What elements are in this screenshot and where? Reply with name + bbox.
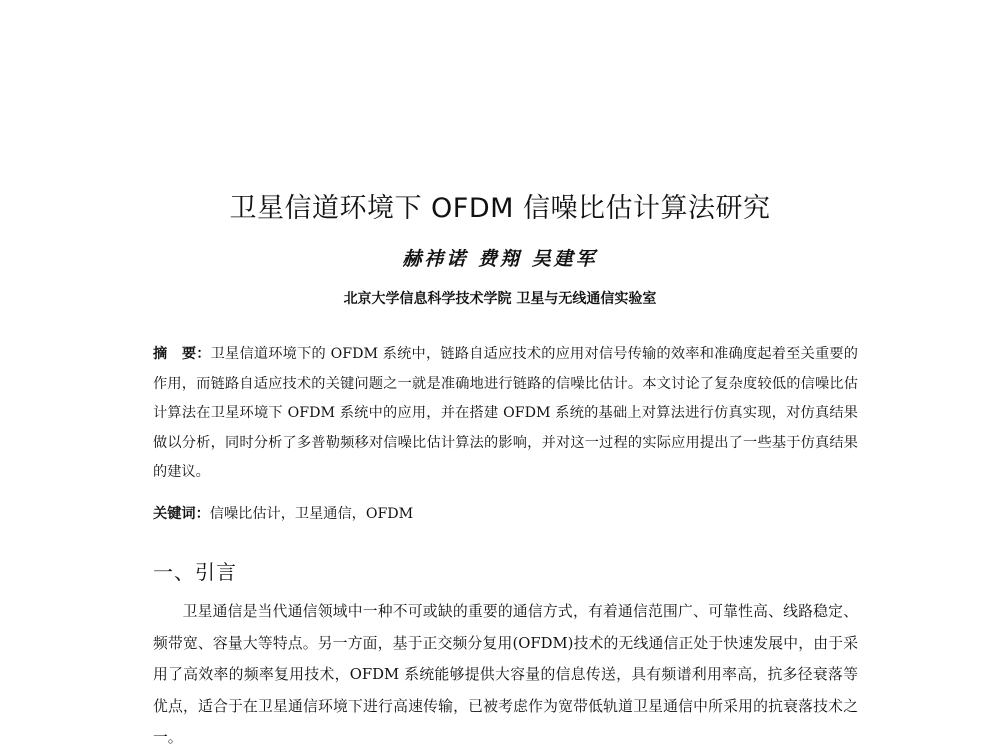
paper-affiliation: 北京大学信息科学技术学院 卫星与无线通信实验室 [343,291,657,307]
paper-authors: 赫祎诺 费翔 吴建军 [402,248,598,270]
keywords-label: 关键词： [153,506,210,522]
intro-paragraph: 卫星通信是当代通信领域中一种不可或缺的重要的通信方式，有着通信范围广、可靠性高、线路稳定、频带宽、容量大等特点。另一方面，基于正交频分复用(OFDM)技术的无线通信正处于快速发展中，由于采用了高效率的频率复用技术，OFDM 系统能够提供大容量的信息传送，具有频谱利用率高，抗多径衰落等优点，适合于在卫星通信环境下进行高速传输，已被考虑作为宽带低轨道卫星通信中所采用的抗衰落技术之一。 [153,603,858,746]
keywords-block [153,503,413,523]
keywords-text: 信噪比估计，卫星通信，OFDM [209,506,414,522]
abstract-text: 卫星信道环境下的 OFDM 系统中，链路自适应技术的应用对信号传输的效率和准确度起着至关重要的作用，而链路自适应技术的关键问题之一就是准确地进行链路的信噪比估计。本文讨论了复杂度较低的信噪比估计算法在卫星环境下 OFDM 系统中的应用，并在搭建 OFDM 系统的基础上对算法进行仿真实现，对仿真结果做以分析，同时分析了多普勒频移对信噪比估计算法的影响，并对这一过程的实际应用提出了一些基于仿真结果的建议。 [153,346,858,480]
section-heading: 一、引言 [153,560,237,584]
abstract-block [153,340,858,488]
abstract-label: 摘 要： [153,346,211,362]
paper-title: 卫星信道环境下 OFDM 信噪比估计算法研究 [229,193,771,224]
